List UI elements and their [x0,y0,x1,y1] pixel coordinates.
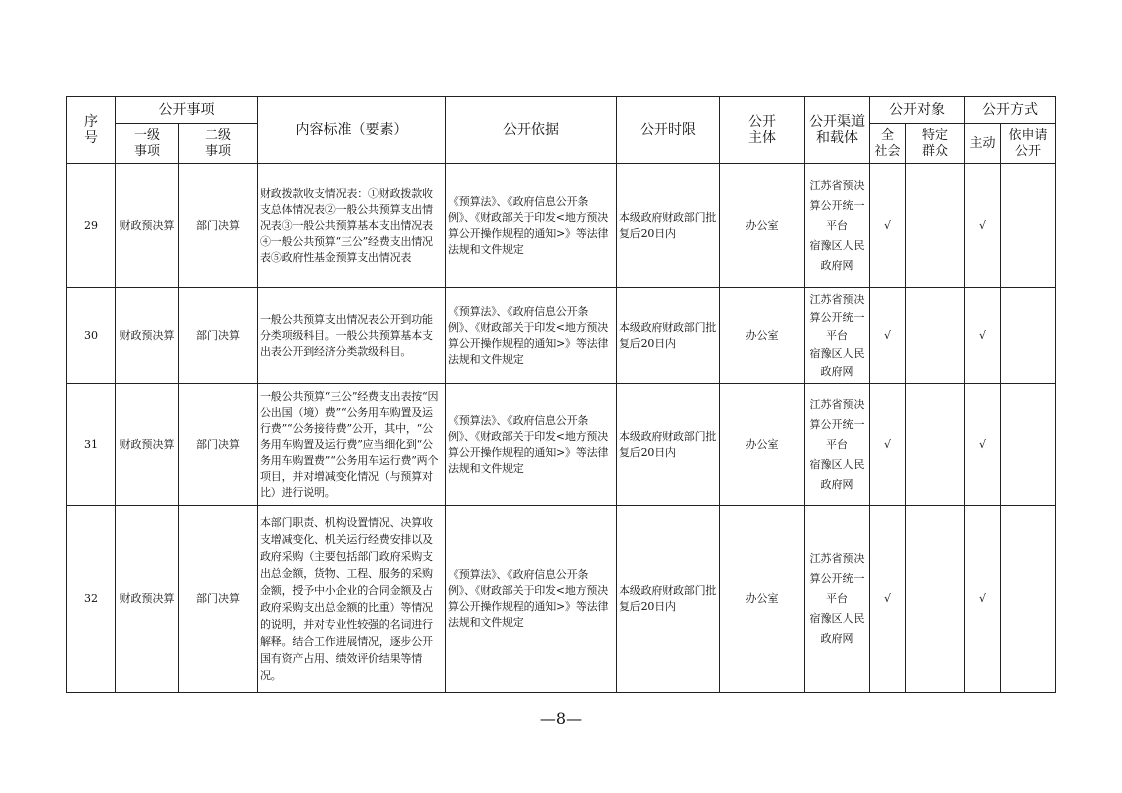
row-no: 32 [67,506,116,693]
row-group [906,288,965,384]
row-apply [1001,164,1056,288]
row-subject: 办公室 [720,164,805,288]
header-subject: 公开 主体 [720,97,805,164]
header-matter: 公开事项 [116,97,258,124]
header-mode: 公开方式 [965,97,1056,124]
row-active: √ [965,164,1001,288]
row-active: √ [965,384,1001,506]
row-level1: 财政预决算 [116,384,179,506]
row-basis: 《预算法》、《政府信息公开条例》、《财政部关于印发<地方预决算公开操作规程的通知>》等法律法规和文件规定 [446,384,617,506]
header-society: 全 社会 [870,124,906,164]
row-subject: 办公室 [720,384,805,506]
row-level2: 部门决算 [179,288,258,384]
header-target: 公开对象 [870,97,965,124]
row-subject: 办公室 [720,288,805,384]
disclosure-table [66,96,1056,693]
row-channel: 江苏省预决算公开统一平台 宿豫区人民政府网 [805,164,870,288]
row-channel: 江苏省预决算公开统一平台 宿豫区人民政府网 [805,506,870,693]
row-level2: 部门决算 [179,164,258,288]
row-active: √ [965,506,1001,693]
row-time: 本级政府财政部门批复后20日内 [617,384,720,506]
header-apply: 依申请 公开 [1001,124,1056,164]
header-content: 内容标准（要素） [258,97,446,164]
row-society: √ [870,384,906,506]
header-level1: 一级 事项 [116,124,179,164]
row-society: √ [870,164,906,288]
row-level1: 财政预决算 [116,288,179,384]
row-group [906,164,965,288]
row-no: 29 [67,164,116,288]
header-channel: 公开渠道 和载体 [805,97,870,164]
header-group: 特定 群众 [906,124,965,164]
row-group [906,506,965,693]
row-no: 31 [67,384,116,506]
table-row [67,288,1056,384]
header-active: 主动 [965,124,1001,164]
row-basis: 《预算法》、《政府信息公开条例》、《财政部关于印发<地方预决算公开操作规程的通知>》等法律法规和文件规定 [446,506,617,693]
table-row [67,384,1056,506]
row-time: 本级政府财政部门批复后20日内 [617,288,720,384]
row-level2: 部门决算 [179,506,258,693]
row-basis: 《预算法》、《政府信息公开条例》、《财政部关于印发<地方预决算公开操作规程的通知>》等法律法规和文件规定 [446,288,617,384]
row-society: √ [870,288,906,384]
row-apply [1001,506,1056,693]
row-time: 本级政府财政部门批复后20日内 [617,164,720,288]
row-content: 一般公共预算支出情况表公开到功能分类项级科目。一般公共预算基本支出表公开到经济分类款级科目。 [258,288,446,384]
row-time: 本级政府财政部门批复后20日内 [617,506,720,693]
row-level1: 财政预决算 [116,506,179,693]
row-active: √ [965,288,1001,384]
row-level2: 部门决算 [179,384,258,506]
row-channel: 江苏省预决算公开统一平台 宿豫区人民政府网 [805,288,870,384]
row-content: 财政拨款收支情况表：①财政拨款收支总体情况表②一般公共预算支出情况表③一般公共预算基本支出情况表④一般公共预算“三公”经费支出情况表⑤政府性基金预算支出情况表 [258,164,446,288]
header-basis: 公开依据 [446,97,617,164]
row-level1: 财政预决算 [116,164,179,288]
header-level2: 二级 事项 [179,124,258,164]
header-no: 序 号 [67,97,116,164]
table-row [67,164,1056,288]
row-content: 本部门职责、机构设置情况、决算收支增减变化、机关运行经费安排以及政府采购（主要包括部门政府采购支出总金额，货物、工程、服务的采购金额，授予中小企业的合同金额及占政府采购支出总金额的比重）等情况的说明，并对专业性较强的名词进行解释。结合工作进展情况，逐步公开国有资产占用、绩效评价结果等情况。 [258,506,446,693]
page-number: —8— [539,709,583,728]
table-row [67,506,1056,693]
row-group [906,384,965,506]
row-society: √ [870,506,906,693]
row-channel: 江苏省预决算公开统一平台 宿豫区人民政府网 [805,384,870,506]
header-time: 公开时限 [617,97,720,164]
row-apply [1001,384,1056,506]
row-content: 一般公共预算“三公”经费支出表按“因公出国（境）费”“公务用车购置及运行费”“公务接待费”公开，其中，“公务用车购置及运行费”应当细化到“公务用车购置费”“公务用车运行费”两个项目，并对增减变化情况（与预算对比）进行说明。 [258,384,446,506]
row-no: 30 [67,288,116,384]
row-subject: 办公室 [720,506,805,693]
row-basis: 《预算法》、《政府信息公开条例》、《财政部关于印发<地方预决算公开操作规程的通知>》等法律法规和文件规定 [446,164,617,288]
row-apply [1001,288,1056,384]
